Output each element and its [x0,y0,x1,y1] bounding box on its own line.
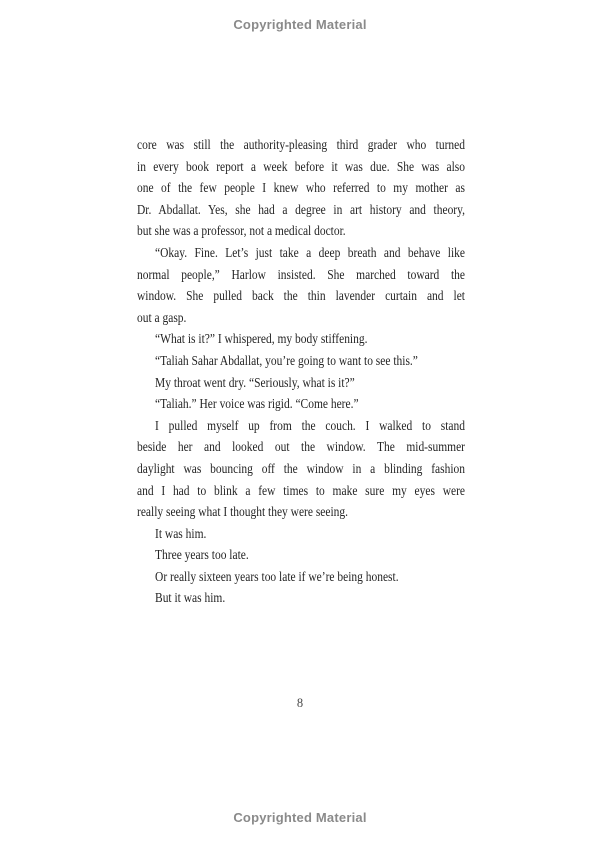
copyright-notice-top: Copyrighted Material [233,17,367,32]
text-line: daylight was bouncing off the window in a blinding fashion [137,461,465,477]
text-line: but she was a professor, not a medical doctor. [137,224,346,240]
text-line: one of the few people I knew who referred to my mother as [137,181,465,197]
text-line: and I had to blink a few times to make sure my eyes were [137,483,465,499]
text-line: My throat went dry. “Seriously, what is it?” [155,375,355,391]
text-line: core was still the authority-pleasing third grader who turned [137,138,465,153]
text-line: “What is it?” I whispered, my body stiffening. [155,332,368,348]
text-line: It was him. [155,526,207,542]
text-line: window. She pulled back the thin lavender curtain and let [137,289,465,305]
text-line: out a gasp. [137,310,187,326]
text-line: beside her and looked out the window. The mid-summer [137,440,465,456]
text-block [137,135,465,610]
text-line: normal people,” Harlow insisted. She marched toward the [137,267,465,283]
text-line: “Okay. Fine. Let’s just take a deep breath and behave like [155,245,466,261]
text-line: “Taliah Sahar Abdallat, you’re going to want to see this.” [155,353,418,369]
text-line: really seeing what I thought they were seeing. [137,505,349,521]
text-line: in every book report a week before it was due. She was also [137,159,465,175]
text-line: But it was him. [155,591,226,607]
text-line: Three years too late. [155,548,249,564]
text-line: “Taliah.” Her voice was rigid. “Come here.” [155,397,359,413]
text-line: I pulled myself up from the couch. I walked to stand [155,418,466,434]
page-number: 8 [296,696,304,710]
copyright-notice-bottom: Copyrighted Material [233,810,367,825]
text-line: Or really sixteen years too late if we’re being honest. [155,569,399,585]
text-line: Dr. Abdallat. Yes, she had a degree in art history and theory, [137,202,465,218]
